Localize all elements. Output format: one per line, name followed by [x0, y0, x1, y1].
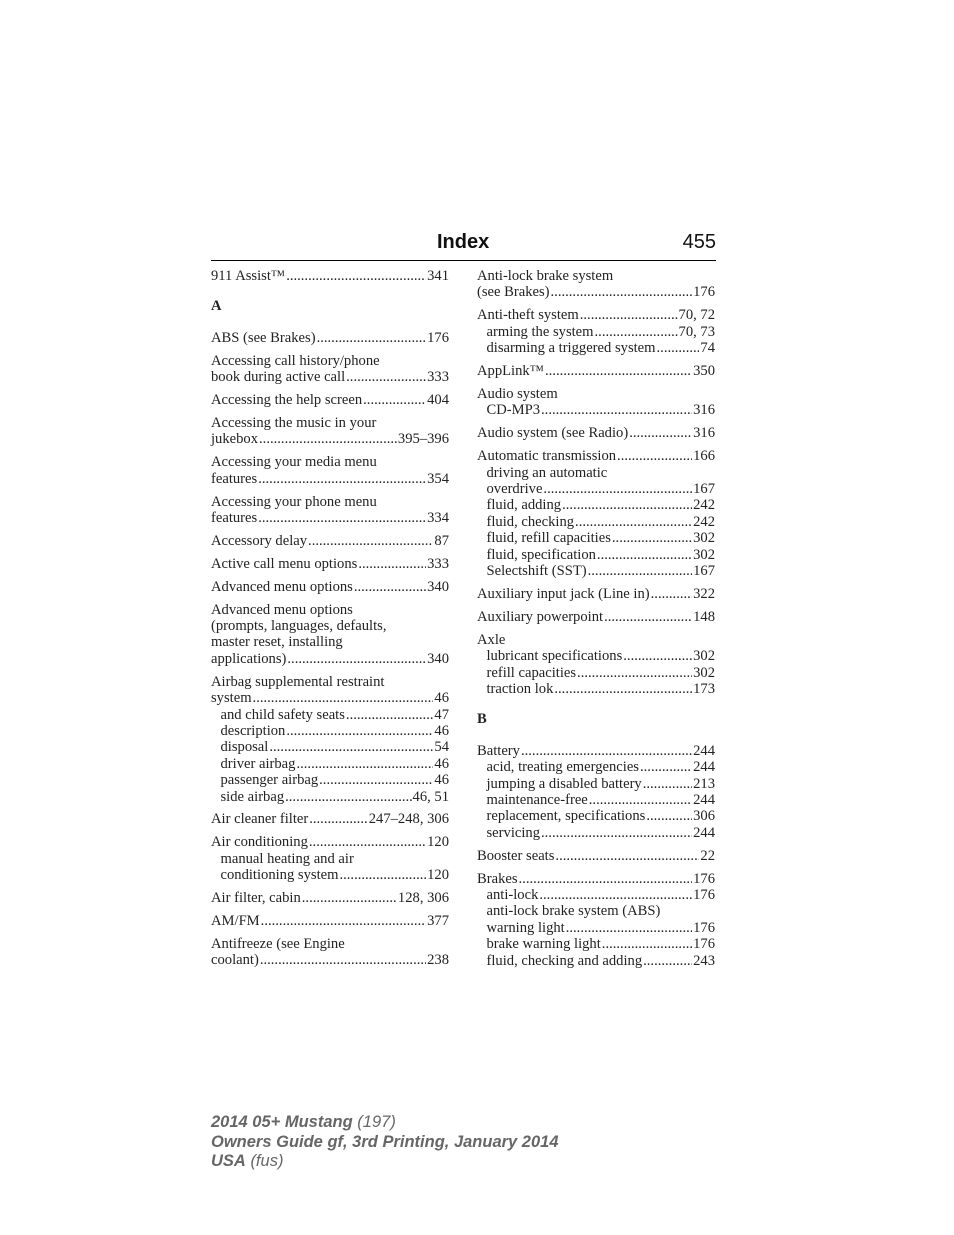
index-term: (see Brakes)	[477, 284, 550, 301]
index-entry-line	[211, 651, 449, 667]
index-entry-line	[211, 454, 449, 470]
index-term: CD-MP3	[486, 402, 541, 419]
index-entry-line	[211, 510, 449, 526]
index-term: applications)	[211, 650, 287, 667]
index-subentry-line	[477, 953, 715, 969]
dot-leader	[302, 890, 397, 906]
index-subentry-line	[477, 340, 715, 356]
dot-leader	[253, 690, 434, 706]
index-page-ref: 176	[693, 936, 715, 953]
index-page-ref: 302	[693, 648, 715, 665]
dot-leader	[319, 772, 433, 788]
index-term: Accessing the music in your	[211, 414, 377, 431]
index-entry-line	[477, 609, 715, 625]
dot-leader	[604, 609, 692, 625]
index-entry-line	[211, 353, 449, 369]
index-entry-line	[211, 330, 449, 346]
index-entry-line	[477, 743, 715, 759]
index-entry-line	[211, 471, 449, 487]
index-page-ref: 176	[693, 887, 715, 903]
index-term: Auxiliary input jack (Line in)	[477, 585, 650, 602]
index-subentry-line	[477, 497, 715, 513]
index-entry	[477, 363, 715, 379]
page-number: 455	[682, 231, 716, 253]
index-page-ref: 176	[693, 919, 715, 936]
index-entry	[477, 609, 715, 625]
dot-leader	[545, 363, 692, 379]
dot-leader	[260, 952, 426, 968]
index-page-ref: 87	[434, 532, 449, 549]
index-page-ref: 46, 51	[412, 788, 449, 805]
index-page-ref: 242	[693, 513, 715, 530]
dot-leader	[657, 340, 700, 356]
index-entry	[477, 448, 715, 579]
index-page-ref: 341	[427, 268, 449, 284]
dot-leader	[554, 681, 692, 697]
index-entry-line	[477, 632, 715, 648]
dot-leader	[296, 756, 433, 772]
index-subentry-line	[211, 739, 449, 755]
index-subentry-line	[211, 723, 449, 739]
index-term: fluid, refill capacities	[486, 530, 611, 547]
index-page-ref: 46	[434, 690, 449, 707]
index-subentry-line	[477, 808, 715, 824]
index-page-ref: 334	[427, 509, 449, 526]
index-entry-line	[211, 579, 449, 595]
index-entry-line	[477, 848, 715, 864]
index-entry-line	[211, 602, 449, 618]
index-term: Active call menu options	[211, 555, 358, 572]
index-entry	[477, 848, 715, 864]
index-term: jumping a disabled battery	[486, 775, 642, 792]
index-term: system	[211, 690, 252, 707]
dot-leader	[589, 792, 692, 808]
index-term: coolant)	[211, 952, 259, 969]
index-term: fluid, checking and adding	[486, 952, 643, 969]
index-entry-line	[211, 533, 449, 549]
footer-market: USA	[211, 1152, 246, 1170]
index-entry-line	[211, 674, 449, 690]
index-page-ref: 244	[693, 791, 715, 808]
index-subentry-line	[477, 887, 715, 903]
index-subentry-line	[211, 756, 449, 772]
index-entry	[211, 415, 449, 448]
index-entry	[477, 307, 715, 356]
dot-leader	[577, 665, 692, 681]
index-term: 911 Assist™	[211, 268, 286, 284]
index-term: Advanced menu options	[211, 601, 353, 618]
index-term: features	[211, 470, 258, 487]
index-page-ref: 213	[693, 775, 715, 792]
index-entry-line	[211, 369, 449, 385]
index-page-ref: 333	[427, 555, 449, 572]
index-page-ref: 302	[693, 664, 715, 681]
index-page-ref: 176	[693, 284, 715, 301]
dot-leader	[629, 425, 692, 441]
dot-leader	[363, 392, 426, 408]
index-page-ref: 46	[434, 755, 449, 772]
index-subentry-line	[477, 920, 715, 936]
index-entry	[211, 890, 449, 906]
index-term: Selectshift (SST)	[486, 563, 587, 579]
index-term: refill capacities	[486, 664, 577, 681]
index-term: Auxiliary powerpoint	[477, 608, 604, 625]
dot-leader	[643, 953, 692, 969]
index-page-ref: 354	[427, 470, 449, 487]
footer-market-code: (fus)	[250, 1152, 284, 1170]
index-page-ref: 302	[693, 546, 715, 563]
index-entry-line	[477, 307, 715, 323]
index-term: Anti-lock brake system	[477, 268, 614, 284]
index-term: driver airbag	[220, 755, 296, 772]
index-term: fluid, adding	[486, 497, 562, 514]
footer-line-2	[211, 1133, 559, 1153]
dot-leader	[286, 268, 426, 284]
index-page-ref: 302	[693, 530, 715, 547]
index-page-ref: 395–396	[397, 431, 449, 448]
dot-leader	[269, 739, 433, 755]
dot-leader	[597, 547, 692, 563]
index-entry-line	[211, 415, 449, 431]
dot-leader	[259, 431, 397, 447]
dot-leader	[588, 563, 692, 579]
dot-leader	[309, 811, 368, 827]
index-page-ref: 167	[693, 480, 715, 497]
dot-leader	[623, 648, 692, 664]
index-entry	[211, 602, 449, 668]
index-entry-line	[211, 811, 449, 827]
index-entry-line	[477, 284, 715, 300]
index-subentry-line	[477, 825, 715, 841]
index-page-ref: 340	[427, 578, 449, 595]
dot-leader	[595, 324, 678, 340]
index-page-ref: 173	[693, 680, 715, 697]
index-subentry-line	[477, 903, 715, 919]
index-entry-line	[211, 890, 449, 906]
index-page-ref: 70, 73	[678, 323, 715, 340]
index-page-ref: 120	[427, 867, 449, 884]
index-term: anti-lock	[486, 887, 539, 903]
dot-leader	[580, 307, 678, 323]
index-entry	[477, 268, 715, 301]
index-subentry-line	[477, 563, 715, 579]
index-term: warning light	[486, 919, 565, 936]
dot-leader	[602, 936, 692, 952]
index-entry	[211, 353, 449, 386]
index-subentry-line	[477, 792, 715, 808]
index-page-ref: 244	[693, 742, 715, 759]
index-term: Accessing the help screen	[211, 392, 363, 409]
index-term: Anti-theft system	[477, 307, 579, 324]
index-page-ref: 46	[434, 722, 449, 739]
index-entry-line	[211, 392, 449, 408]
index-entry-line	[211, 618, 449, 634]
dot-leader	[258, 510, 426, 526]
index-entry-line	[477, 586, 715, 602]
index-term: manual heating and air	[220, 850, 354, 867]
index-entry-line	[477, 386, 715, 402]
index-term: Air filter, cabin	[211, 890, 301, 907]
index-entry	[211, 811, 449, 827]
index-entry	[477, 743, 715, 841]
dot-leader	[521, 743, 692, 759]
index-entry	[211, 268, 449, 284]
index-subentry-line	[211, 707, 449, 723]
index-term: AM/FM	[211, 913, 260, 929]
dot-leader	[317, 330, 427, 346]
index-term: Brakes	[477, 870, 518, 887]
index-entry	[211, 494, 449, 527]
footer-line-3	[211, 1152, 559, 1172]
index-page-ref: 404	[427, 392, 449, 409]
index-term: replacement, specifications	[486, 808, 646, 825]
index-subentry-line	[477, 514, 715, 530]
dot-leader	[346, 369, 426, 385]
index-page-ref: 47	[434, 706, 449, 723]
index-subentry-line	[477, 776, 715, 792]
index-term: Accessory delay	[211, 532, 308, 549]
index-page-ref: 54	[434, 739, 449, 756]
index-entry-line	[211, 834, 449, 850]
index-entry	[477, 386, 715, 419]
index-term: book during active call	[211, 369, 346, 386]
index-term: Air cleaner filter	[211, 811, 309, 828]
index-entry	[477, 632, 715, 698]
index-page-ref: 340	[427, 650, 449, 667]
index-entry-line	[477, 448, 715, 464]
index-page-ref: 22	[700, 847, 715, 864]
dot-leader	[640, 759, 692, 775]
dot-leader	[285, 789, 411, 805]
dot-leader	[286, 723, 433, 739]
index-term: fluid, specification	[486, 546, 596, 563]
index-column-left	[211, 268, 449, 975]
dot-leader	[541, 825, 692, 841]
index-page-ref: 316	[693, 425, 715, 442]
index-subentry-line	[211, 851, 449, 867]
dot-leader	[551, 284, 693, 300]
index-subentry-line	[477, 648, 715, 664]
index-entry	[477, 586, 715, 602]
index-entry-line	[477, 363, 715, 379]
index-term: Antifreeze (see Engine	[211, 935, 345, 952]
dot-leader	[617, 448, 692, 464]
index-entry	[211, 936, 449, 969]
index-entry-line	[477, 871, 715, 887]
index-term: ABS (see Brakes)	[211, 329, 316, 346]
index-page-ref: 316	[693, 402, 715, 419]
index-entry	[477, 871, 715, 969]
index-entry-line	[477, 425, 715, 441]
index-page-ref: 244	[693, 824, 715, 841]
index-term: conditioning system	[220, 867, 339, 884]
index-subentry-line	[477, 665, 715, 681]
index-term: passenger airbag	[220, 772, 319, 789]
index-subentry-line	[477, 936, 715, 952]
index-entry	[211, 330, 449, 346]
index-term: lubricant specifications	[486, 648, 623, 665]
dot-leader	[566, 920, 692, 936]
index-term: Accessing call history/phone	[211, 352, 380, 369]
dot-leader	[287, 651, 426, 667]
index-entry-line	[211, 913, 449, 929]
index-page-ref: 244	[693, 759, 715, 776]
index-page-ref: 238	[427, 952, 449, 969]
dot-leader	[519, 871, 693, 887]
index-section-letter: B	[477, 711, 487, 728]
index-entry-line	[211, 431, 449, 447]
index-term: side airbag	[220, 788, 285, 805]
index-term: overdrive	[486, 480, 543, 497]
dot-leader	[358, 556, 426, 572]
index-entry-line	[211, 268, 449, 284]
index-page-ref: 377	[427, 913, 449, 929]
index-page-ref: 120	[427, 834, 449, 851]
index-entry-line	[211, 634, 449, 650]
index-term: master reset, installing	[211, 634, 343, 651]
index-entry	[211, 913, 449, 929]
dot-leader	[555, 848, 699, 864]
index-term: Booster seats	[477, 847, 555, 864]
index-page-ref: 70, 72	[678, 307, 715, 324]
index-term: Axle	[477, 631, 506, 648]
index-entry-line	[211, 690, 449, 706]
index-page-ref: 176	[693, 870, 715, 887]
index-entry	[211, 556, 449, 572]
index-term: description	[220, 722, 286, 739]
dot-leader	[261, 913, 426, 929]
index-page-ref: 166	[693, 448, 715, 465]
index-subentry-line	[211, 789, 449, 805]
index-entry	[211, 834, 449, 883]
index-subentry-line	[477, 759, 715, 775]
index-term: maintenance-free	[486, 791, 588, 808]
index-term: jukebox	[211, 431, 259, 448]
index-entry-line	[211, 494, 449, 510]
index-subentry-line	[211, 772, 449, 788]
index-term: arming the system	[486, 323, 594, 340]
dot-leader	[646, 808, 692, 824]
index-entry	[211, 454, 449, 487]
dot-leader	[354, 579, 426, 595]
dot-leader	[541, 402, 692, 418]
index-entry	[477, 425, 715, 441]
index-term: fluid, checking	[486, 513, 575, 530]
index-subentry-line	[211, 867, 449, 883]
page-header	[211, 228, 716, 261]
index-page-ref: 46	[434, 772, 449, 789]
index-term: anti-lock brake system (ABS)	[486, 903, 661, 920]
footer-line-1	[211, 1113, 559, 1133]
index-entry	[211, 579, 449, 595]
index-entry-line	[477, 268, 715, 284]
index-page-ref: 322	[693, 585, 715, 602]
index-page-ref: 148	[693, 608, 715, 625]
index-term: servicing	[486, 824, 540, 841]
index-term: Accessing your phone menu	[211, 493, 377, 510]
index-term: Battery	[477, 742, 520, 759]
index-term: Audio system (see Radio)	[477, 425, 629, 442]
index-subentry-line	[477, 547, 715, 563]
dot-leader	[339, 867, 426, 883]
index-term: traction lok	[486, 680, 554, 697]
dot-leader	[346, 707, 433, 723]
index-section-letter: A	[211, 298, 222, 315]
index-page-ref: 333	[427, 369, 449, 386]
index-subentry-line	[477, 530, 715, 546]
index-entry-line	[211, 952, 449, 968]
index-term: disarming a triggered system	[486, 340, 656, 357]
index-entry	[211, 392, 449, 408]
index-page-ref: 176	[427, 329, 449, 346]
dot-leader	[308, 533, 433, 549]
index-subentry-line	[477, 681, 715, 697]
index-term: and child safety seats	[220, 706, 345, 723]
page-title: Index	[437, 231, 490, 253]
index-subentry-line	[477, 465, 715, 481]
dot-leader	[575, 514, 692, 530]
dot-leader	[309, 834, 426, 850]
dot-leader	[539, 887, 692, 903]
index-page-ref: 167	[693, 563, 715, 579]
index-page-ref: 247–248, 306	[368, 811, 449, 828]
index-term: Air conditioning	[211, 834, 308, 851]
dot-leader	[643, 776, 692, 792]
index-term: Automatic transmission	[477, 448, 617, 465]
footer-model: 2014 05+ Mustang	[211, 1113, 353, 1131]
index-page-ref: 242	[693, 497, 715, 514]
dot-leader	[543, 481, 692, 497]
dot-leader	[562, 497, 692, 513]
index-term: disposal	[220, 739, 269, 756]
index-subentry-line	[477, 481, 715, 497]
index-term: Airbag supplemental restraint	[211, 673, 385, 690]
index-page-ref: 128, 306	[397, 890, 449, 907]
index-entry-line	[211, 556, 449, 572]
index-term: Advanced menu options	[211, 578, 353, 595]
index-entry	[211, 533, 449, 549]
index-term: Accessing your media menu	[211, 454, 377, 471]
dot-leader	[258, 471, 426, 487]
index-page-ref: 74	[700, 340, 715, 357]
index-term: driving an automatic	[486, 464, 608, 481]
index-term: AppLink™	[477, 363, 544, 380]
index-term: (prompts, languages, defaults,	[211, 618, 387, 634]
index-entry-line	[211, 936, 449, 952]
index-column-right	[477, 268, 715, 976]
footer-model-code: (197)	[357, 1113, 396, 1131]
index-term: Audio system	[477, 385, 558, 402]
document-footer	[211, 1113, 559, 1172]
index-page-ref: 243	[693, 952, 715, 969]
dot-leader	[651, 586, 692, 602]
index-term: features	[211, 509, 258, 526]
footer-printing: Owners Guide gf, 3rd Printing, January 2014	[211, 1132, 559, 1151]
index-subentry-line	[477, 402, 715, 418]
index-entry	[211, 674, 449, 805]
index-subentry-line	[477, 324, 715, 340]
dot-leader	[612, 530, 692, 546]
index-term: acid, treating emergencies	[486, 759, 639, 776]
index-page-ref: 306	[693, 808, 715, 825]
index-term: brake warning light	[486, 936, 601, 953]
index-page-ref: 350	[693, 363, 715, 380]
